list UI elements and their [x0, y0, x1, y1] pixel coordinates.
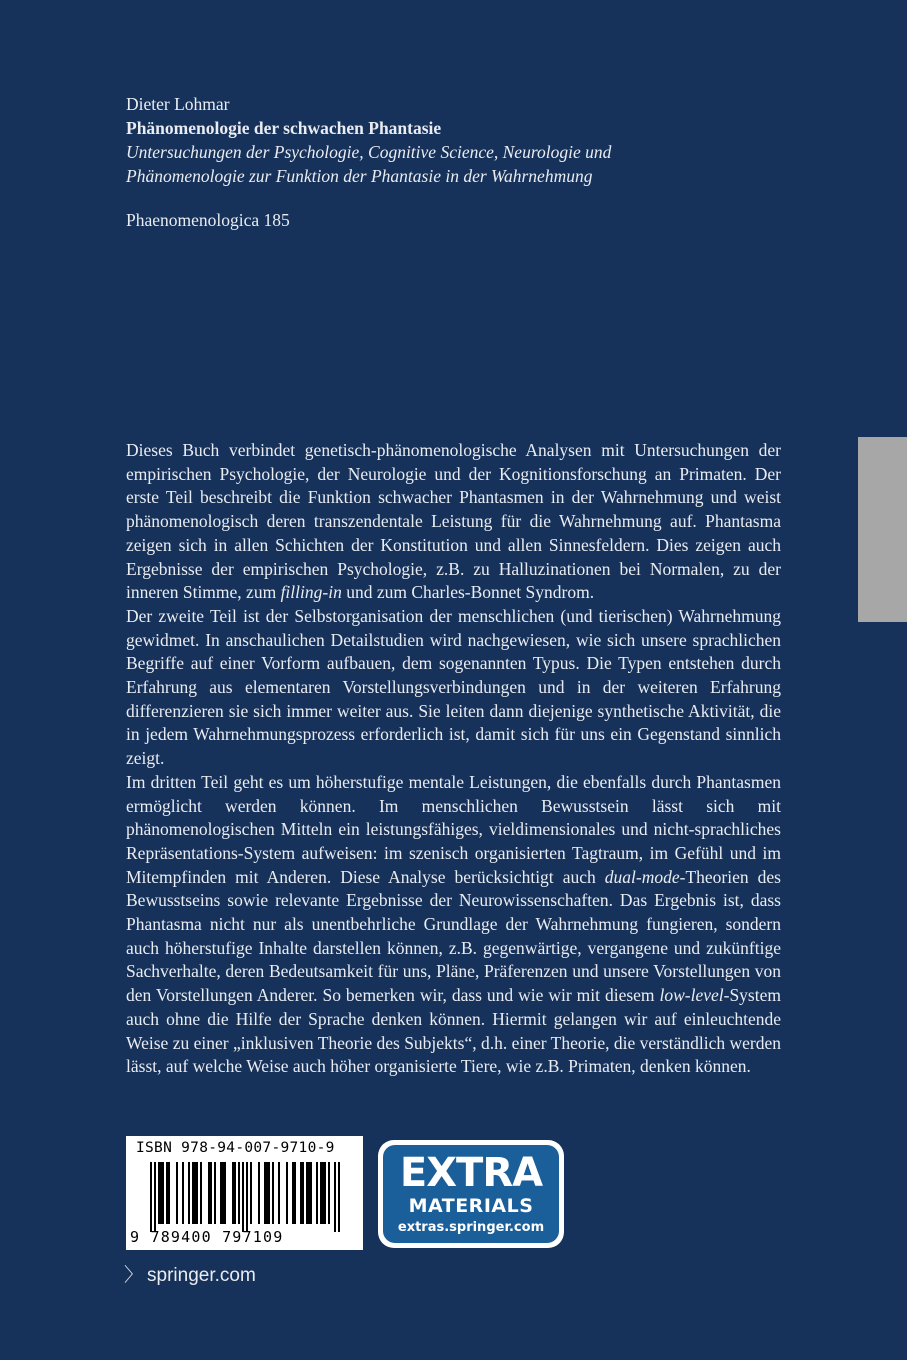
barcode-bar — [242, 1162, 244, 1232]
barcode-bar — [264, 1162, 266, 1224]
barcode-bar — [324, 1162, 326, 1224]
barcode-bar — [308, 1162, 310, 1224]
barcode-bar — [192, 1162, 194, 1224]
barcode-bar — [310, 1162, 312, 1224]
gray-side-tab — [858, 437, 907, 622]
barcode-bar — [272, 1162, 274, 1224]
barcode-bar — [150, 1162, 152, 1232]
barcode-bar — [246, 1162, 248, 1232]
springer-site-text: springer.com — [147, 1265, 256, 1286]
barcode-bar — [234, 1162, 236, 1224]
blurb-p3-text-a: Im dritten Teil geht es um höherstufige mentale Leistungen, die ebenfalls durch Phantasmen ermöglicht werden können. Im menschlichen Bewusstsein lässt sich mit phänomenologischen Mitteln ein leistungsfähiges, vieldimensionales und nicht-sprachliches Repräsentations-System aufweisen: im szenisch organisierten Tagtraum, im Gefühl und im Mitempfinden mit Anderen. Diese Analyse berücksichtigt auch — [126, 771, 781, 887]
barcode-bar — [154, 1162, 156, 1232]
barcode-bar — [160, 1162, 162, 1224]
barcode-bar — [250, 1162, 252, 1224]
barcode-bar — [292, 1162, 294, 1224]
subtitle-line-2: Phänomenologie zur Funktion der Phantasie in der Wahrnehmung — [126, 166, 593, 186]
chevron-right-icon: 〉 — [124, 1265, 144, 1286]
barcode-bar — [322, 1162, 324, 1224]
badge-extra-word: EXTRA — [399, 1150, 543, 1196]
barcode-bar — [302, 1162, 304, 1224]
blurb-p1-text-b: und zum Charles-Bonnet Syndrom. — [341, 582, 595, 603]
blurb-p3-text-b: -Theorien des Bewusstseins sowie relevante Ergebnisse der Neurowissenschaften. Das Ergebnis ist, dass Phantasma nicht nur als unentbehrliche Grundlage der Wahrnehmung fungieren, sondern auch höherstufige Inhalte darstellen können, z.B. gegenwärtige, vergangene und zukünftige Sachverhalte, deren Bedeutsamkeit für uns, Pläne, Präferenzen und unsere Vorstellungen von den Vorstellungen Anderer. So bemerken wir, dass und wie wir mit diesem — [126, 866, 781, 1006]
barcode-bar — [232, 1162, 234, 1224]
blurb-p1-emphasis: filling-in — [280, 582, 342, 603]
barcode-bar — [222, 1162, 224, 1224]
barcode-bar — [200, 1162, 202, 1224]
blurb-p1-text-a: Dieses Buch verbindet genetisch-phänomenologische Analysen mit Untersuchungen der empirischen Psychologie, der Neurologie und der Kognitionsforschung an Primaten. Der erste Teil beschreibt die Funktion schwacher Phantasmen in der Wahrnehmung und weist phänomenologisch deren transzendentale Leistung für die Wahrnehmung auf. Phantasma zeigen sich in allen Schichten der Konstitution und allen Sinnesfeldern. Dies zeigen auch Ergebnisse der empirischen Psychologie, z.B. zu Halluzinationen bei Normalen, zu der inneren Stimme, zum — [126, 440, 781, 603]
ean-digits: 9 789400 797109 — [130, 1228, 284, 1246]
barcode-bar — [188, 1162, 190, 1224]
barcode-bar — [268, 1162, 270, 1224]
book-title: Phänomenologie der schwachen Phantasie — [126, 118, 442, 138]
blurb-paragraph-1 — [126, 439, 781, 605]
barcode-bar — [278, 1162, 280, 1224]
blurb-text — [126, 439, 781, 1079]
barcode-bar — [328, 1162, 330, 1224]
barcode-bar — [214, 1162, 216, 1224]
barcode-bar — [300, 1162, 302, 1224]
barcode-bar — [334, 1162, 336, 1232]
barcode-bar — [238, 1162, 240, 1224]
barcode-bar — [316, 1162, 318, 1224]
barcode-bar — [162, 1162, 164, 1224]
barcode-bar — [258, 1162, 260, 1224]
blurb-paragraph-3 — [126, 771, 781, 1079]
barcode-bar — [158, 1162, 160, 1224]
barcode-bar — [196, 1162, 198, 1224]
subtitle-line-1: Untersuchungen der Psychologie, Cognitive Science, Neurologie und — [126, 142, 612, 162]
header-block — [126, 92, 726, 232]
barcode-bar — [168, 1162, 170, 1224]
series-name: Phaenomenologica 185 — [126, 210, 290, 230]
badge-materials-word: MATERIALS — [408, 1195, 534, 1217]
barcode-bar — [338, 1162, 340, 1232]
isbn-barcode — [126, 1136, 363, 1250]
barcode-bar — [176, 1162, 178, 1224]
barcode-bar — [220, 1162, 222, 1224]
springer-link[interactable] — [124, 1260, 256, 1287]
barcode-bar — [266, 1162, 268, 1224]
barcode-bar — [210, 1162, 212, 1224]
extra-materials-badge-inner — [383, 1145, 559, 1243]
extra-materials-badge — [378, 1140, 564, 1248]
barcode-bar — [306, 1162, 308, 1224]
barcode-bar — [294, 1162, 296, 1224]
blurb-paragraph-2: Der zweite Teil ist der Selbstorganisation der menschlichen (und tierischen) Wahrnehmung gewidmet. In anschaulichen Detailstudien wird nachgewiesen, wie sich unsere sprachlichen Begriffe auf einer Vorform aufbauen, dem sogenannten Typus. Die Typen entstehen durch Erfahrung aus elementaren Vorstellungsverbindungen und in der weiteren Erfahrung differenzieren sie sich immer weiter aus. Sie leiten dann diejenige synthetische Aktivität, die in jedem Wahrnehmungsprozess erforderlich ist, damit sich für uns ein Gegenstand sinnlich zeigt. — [126, 605, 781, 769]
barcode-bar — [286, 1162, 288, 1224]
barcode-bar — [208, 1162, 210, 1224]
barcode-bar — [320, 1162, 322, 1224]
blurb-p3-emphasis-2: low-level — [659, 985, 724, 1006]
isbn-label: ISBN 978-94-007-9710-9 — [136, 1140, 335, 1156]
barcode-bar — [166, 1162, 168, 1224]
blurb-p3-text-c: -System auch ohne die Hilfe der Sprache denken können. Hiermit gelangen wir auf einleuchtende Weise zu einer „inklusiven Theorie des Subjekts“, d.h. einer Theorie, die verständlich werden lässt, auf welche Weise auch höher organisierte Tiere, wie z.B. Primaten, denken können. — [126, 985, 781, 1077]
blurb-p3-emphasis-1: dual-mode — [604, 866, 680, 887]
barcode-bar — [182, 1162, 184, 1224]
barcode-bar — [224, 1162, 226, 1224]
badge-url: extras.springer.com — [397, 1220, 545, 1235]
author-name: Dieter Lohmar — [126, 94, 230, 114]
barcode-bar — [194, 1162, 196, 1224]
